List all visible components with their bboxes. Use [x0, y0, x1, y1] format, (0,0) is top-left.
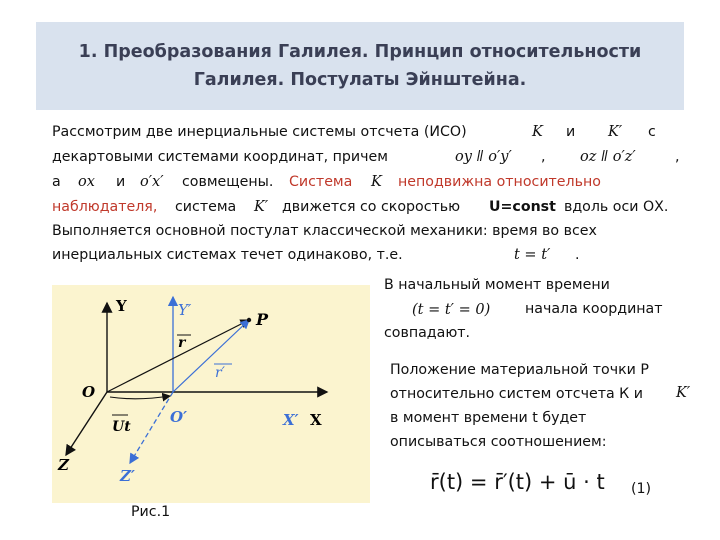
text-relative: относительно систем отсчета К и: [390, 386, 643, 402]
text-line-2: декартовыми системами координат, причем: [52, 149, 388, 165]
label-z-prime: Z′: [120, 467, 135, 485]
label-p: P: [256, 310, 269, 329]
title-line-2: Галилея. Постулаты Эйнштейна.: [193, 70, 527, 90]
r-prime-vector: [173, 320, 249, 392]
label-r: r: [178, 335, 186, 351]
math-t-equals: t = t′: [514, 247, 551, 263]
figure-caption: Рис.1: [131, 504, 171, 520]
coordinate-diagram: [52, 285, 370, 503]
label-x: X: [310, 411, 322, 429]
text-along-ox: вдоль оси ОХ.: [564, 199, 669, 215]
math-K-prime-2: K′: [254, 199, 269, 215]
text-moves: движется со скоростью: [282, 199, 461, 215]
text-line-5: Выполняется основной постулат классической механики: время во всех: [52, 223, 597, 239]
figure-1: [52, 285, 370, 503]
text-comma-2: ,: [675, 149, 680, 165]
math-ox-prime: o′x′: [140, 174, 164, 190]
text-stationary-red: неподвижна относительно: [398, 174, 601, 190]
label-z: Z: [58, 456, 69, 474]
text-initial-moment: В начальный момент времени: [384, 277, 610, 293]
label-x-prime: X′: [283, 411, 299, 429]
formula-1: r̄(t) = r̄′(t) + ū · t: [430, 470, 605, 494]
text-comma-1: ,: [541, 149, 546, 165]
text-u-const: U=const: [489, 199, 556, 215]
point-p: [247, 318, 251, 322]
text-with: с: [648, 124, 656, 140]
math-ox: ox: [78, 174, 95, 190]
text-line-6: инерциальных системах течет одинаково, т.е.: [52, 247, 403, 263]
text-described: описываться соотношением:: [390, 434, 607, 450]
text-observer-red: наблюдателя,: [52, 199, 158, 215]
text-system-red: Система: [289, 174, 353, 190]
label-y: Y: [116, 297, 127, 315]
ut-vector: [110, 396, 170, 399]
text-origins: начала координат: [525, 301, 663, 317]
text-position: Положение материальной точки Р: [390, 362, 649, 378]
text-and: и: [566, 124, 576, 140]
math-K-prime-3: K′: [676, 385, 691, 401]
text-system: система: [175, 199, 237, 215]
z-axis: [66, 392, 107, 455]
text-and-2: и: [116, 174, 126, 190]
slide-title: [79, 38, 642, 94]
math-K: K: [532, 124, 543, 140]
title-line-1: 1. Преобразования Галилея. Принцип относительности: [78, 42, 642, 62]
math-K-prime: K′: [608, 124, 623, 140]
math-oz-parallel: oz ǁ o′z′: [580, 149, 636, 165]
text-coincide: совпадают.: [384, 325, 471, 341]
math-t-zero: (t = t′ = 0): [412, 302, 491, 318]
text-a: а: [52, 174, 61, 190]
label-y-prime: Y′: [178, 301, 192, 319]
r-vector: [107, 320, 249, 392]
text-at-time: в момент времени t будет: [390, 410, 587, 426]
label-o-prime: O′: [170, 408, 188, 426]
z-prime-axis: [130, 392, 173, 463]
label-r-prime: r′: [215, 365, 225, 381]
text-combined: совмещены.: [182, 174, 274, 190]
title-box: [36, 22, 684, 110]
label-o: O: [82, 383, 96, 401]
text-dot: .: [575, 247, 580, 263]
math-K-2: K: [371, 174, 382, 190]
label-ut: Ut: [112, 419, 131, 435]
math-oy-parallel: oy ǁ o′y′: [455, 149, 512, 165]
equation-number: (1): [631, 481, 652, 497]
text-line-1: Рассмотрим две инерциальные системы отсчета (ИСО): [52, 124, 467, 140]
